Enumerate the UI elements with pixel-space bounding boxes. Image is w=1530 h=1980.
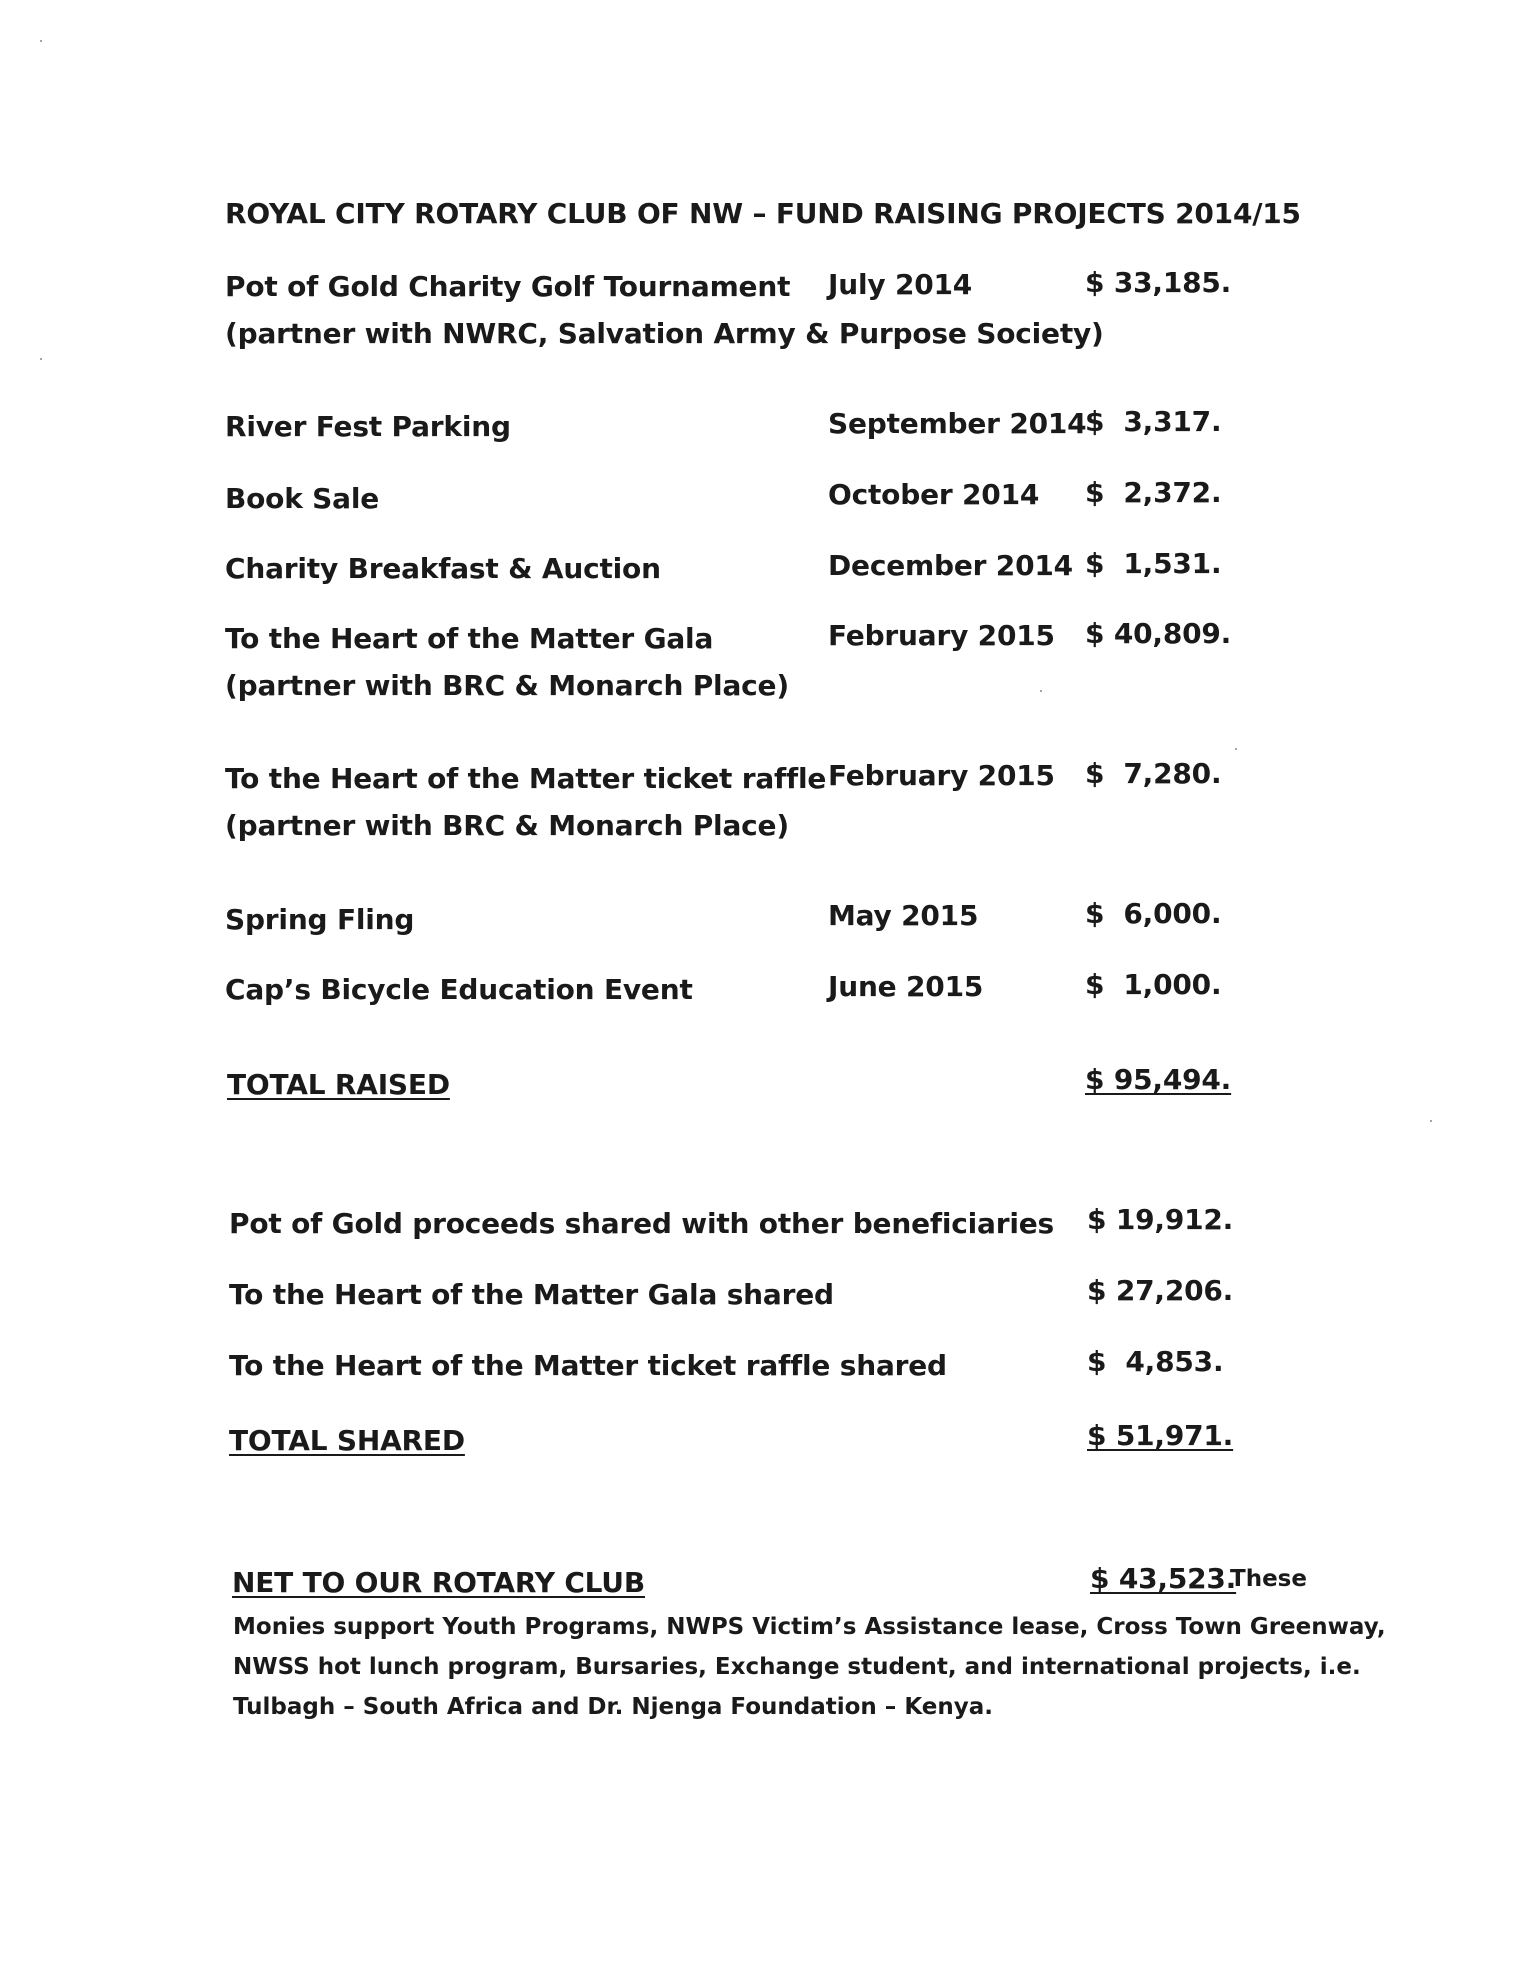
net-description-line: Monies support Youth Programs, NWPS Victim’s Assistance lease, Cross Town Greenway, — [233, 1614, 1386, 1640]
project-date: June 2015 — [828, 970, 984, 1003]
document-title: ROYAL CITY ROTARY CLUB OF NW – FUND RAISING PROJECTS 2014/15 — [225, 197, 1301, 230]
net-label: NET TO OUR ROTARY CLUB — [232, 1566, 645, 1599]
project-amount: $ 40,809. — [1085, 617, 1232, 650]
project-amount: $ 6,000. — [1085, 897, 1222, 930]
total-raised-amount: $ 95,494. — [1085, 1063, 1232, 1096]
project-name: Charity Breakfast & Auction — [225, 552, 661, 585]
net-amount: $ 43,523. — [1090, 1562, 1237, 1595]
shared-name: Pot of Gold proceeds shared with other beneficiaries — [229, 1207, 1054, 1240]
shared-amount: $ 19,912. — [1087, 1203, 1234, 1236]
net-description-line: NWSS hot lunch program, Bursaries, Exchange student, and international projects, i.e. — [233, 1654, 1361, 1680]
project-note: (partner with NWRC, Salvation Army & Purpose Society) — [225, 317, 1104, 350]
project-name: River Fest Parking — [225, 410, 511, 443]
project-name: Spring Fling — [225, 903, 415, 936]
scan-speck — [1235, 748, 1237, 750]
shared-amount: $ 4,853. — [1087, 1345, 1224, 1378]
shared-amount: $ 27,206. — [1087, 1274, 1234, 1307]
project-amount: $ 2,372. — [1085, 476, 1222, 509]
net-description-line: Tulbagh – South Africa and Dr. Njenga Foundation – Kenya. — [233, 1694, 993, 1720]
project-name: Cap’s Bicycle Education Event — [225, 973, 693, 1006]
project-note: (partner with BRC & Monarch Place) — [225, 809, 789, 842]
total-shared-amount: $ 51,971. — [1087, 1419, 1234, 1452]
project-date: December 2014 — [828, 549, 1073, 582]
scan-speck — [40, 40, 42, 42]
project-amount: $ 3,317. — [1085, 405, 1222, 438]
project-date: September 2014 — [828, 407, 1087, 440]
scan-speck — [1430, 1120, 1432, 1122]
scan-speck — [40, 358, 42, 360]
shared-name: To the Heart of the Matter Gala shared — [229, 1278, 834, 1311]
project-date: October 2014 — [828, 478, 1040, 511]
project-name: To the Heart of the Matter ticket raffle — [225, 762, 827, 795]
project-date: May 2015 — [828, 899, 979, 932]
project-name: To the Heart of the Matter Gala — [225, 622, 714, 655]
total-raised-label: TOTAL RAISED — [227, 1068, 450, 1101]
net-trail-text: These — [1230, 1566, 1307, 1592]
project-date: February 2015 — [828, 759, 1055, 792]
total-shared-label: TOTAL SHARED — [229, 1424, 465, 1457]
project-name: Book Sale — [225, 482, 380, 515]
shared-name: To the Heart of the Matter ticket raffle shared — [229, 1349, 947, 1382]
project-amount: $ 33,185. — [1085, 266, 1232, 299]
scan-speck — [1040, 690, 1042, 692]
project-amount: $ 1,000. — [1085, 968, 1222, 1001]
project-date: February 2015 — [828, 619, 1055, 652]
project-note: (partner with BRC & Monarch Place) — [225, 669, 789, 702]
project-amount: $ 1,531. — [1085, 547, 1222, 580]
project-amount: $ 7,280. — [1085, 757, 1222, 790]
project-name: Pot of Gold Charity Golf Tournament — [225, 270, 791, 303]
project-date: July 2014 — [828, 268, 973, 301]
